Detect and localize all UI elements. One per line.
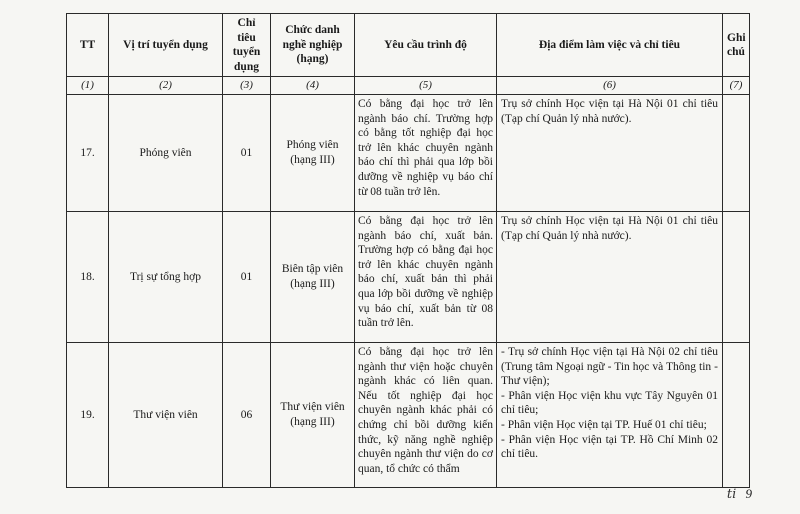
table-row [67, 211, 750, 342]
header-row [67, 14, 750, 77]
column-number-row [67, 77, 750, 95]
header-quota: Chỉ tiêu tuyển dụng [223, 14, 271, 77]
quota-value: 06 [223, 342, 271, 487]
location-line: - Trụ sở chính Học viện tại Hà Nội 02 chỉ tiêu (Trung tâm Ngoại ngữ - Tin học và Thông tin - Thư viện); [501, 345, 718, 388]
page-number: 9 [745, 486, 752, 501]
column-number: (1) [67, 77, 109, 95]
recruitment-table [66, 13, 750, 488]
page-footer [727, 486, 752, 502]
job-title: Biên tập viên (hạng III) [271, 211, 355, 342]
header-requirements: Yêu cầu trình độ [355, 14, 497, 77]
row-number: 17. [67, 94, 109, 211]
position-name: Trị sự tổng hợp [109, 211, 223, 342]
location-line: Trụ sở chính Học viện tại Hà Nội 01 chỉ tiêu (Tạp chí Quản lý nhà nước). [501, 214, 718, 242]
header-location: Địa điểm làm việc và chỉ tiêu [497, 14, 723, 77]
note-cell [723, 211, 750, 342]
location-cell [497, 342, 723, 487]
column-number: (3) [223, 77, 271, 95]
note-cell [723, 342, 750, 487]
header-position: Vị trí tuyển dụng [109, 14, 223, 77]
column-number: (6) [497, 77, 723, 95]
handwritten-initials: ti [726, 487, 737, 502]
location-line: - Phân viện Học viện khu vực Tây Nguyên 01 chỉ tiêu; [501, 389, 718, 417]
requirements-text: Có bằng đại học trở lên ngành báo chí, xuất bản. Trường hợp có bằng đại học trở lên khác chuyên ngành báo chí, xuất bản thì phải qua lớp bồi dưỡng về nghiệp vụ báo chí, xuất bản từ 08 tuần trở lên. [355, 211, 497, 342]
quota-value: 01 [223, 211, 271, 342]
table-row [67, 342, 750, 487]
header-note: Ghi chú [723, 14, 750, 77]
job-title: Phóng viên (hạng III) [271, 94, 355, 211]
header-tt: TT [67, 14, 109, 77]
location-line: - Phân viện Học viện tại TP. Huế 01 chỉ tiêu; [501, 418, 707, 431]
column-number: (5) [355, 77, 497, 95]
column-number: (7) [723, 77, 750, 95]
header-title: Chức danh nghề nghiệp (hạng) [271, 14, 355, 77]
location-cell [497, 94, 723, 211]
location-cell [497, 211, 723, 342]
location-line: - Phân viện Học viện tại TP. Hồ Chí Minh 02 chỉ tiêu. [501, 433, 718, 461]
position-name: Thư viện viên [109, 342, 223, 487]
row-number: 19. [67, 342, 109, 487]
location-line: Trụ sở chính Học viện tại Hà Nội 01 chỉ tiêu (Tạp chí Quản lý nhà nước). [501, 97, 718, 125]
table-row [67, 94, 750, 211]
position-name: Phóng viên [109, 94, 223, 211]
requirements-text: Có bằng đại học trở lên ngành báo chí. Trường hợp có bằng tốt nghiệp đại học trở lên khác chuyên ngành báo chí thì phải qua lớp bồi dưỡng về nghiệp vụ báo chí từ 08 tuần trở lên. [355, 94, 497, 211]
requirements-text: Có bằng đại học trở lên ngành thư viện hoặc chuyên ngành khác có liên quan. Nếu tốt nghiệp đại học chuyên ngành khác phải có chứng chỉ bồi dưỡng kiến thức, kỹ năng nghề nghiệp chuyên ngành thư viện do cơ quan, tổ chức có thẩm [355, 342, 497, 487]
job-title: Thư viện viên (hạng III) [271, 342, 355, 487]
column-number: (4) [271, 77, 355, 95]
row-number: 18. [67, 211, 109, 342]
note-cell [723, 94, 750, 211]
quota-value: 01 [223, 94, 271, 211]
column-number: (2) [109, 77, 223, 95]
